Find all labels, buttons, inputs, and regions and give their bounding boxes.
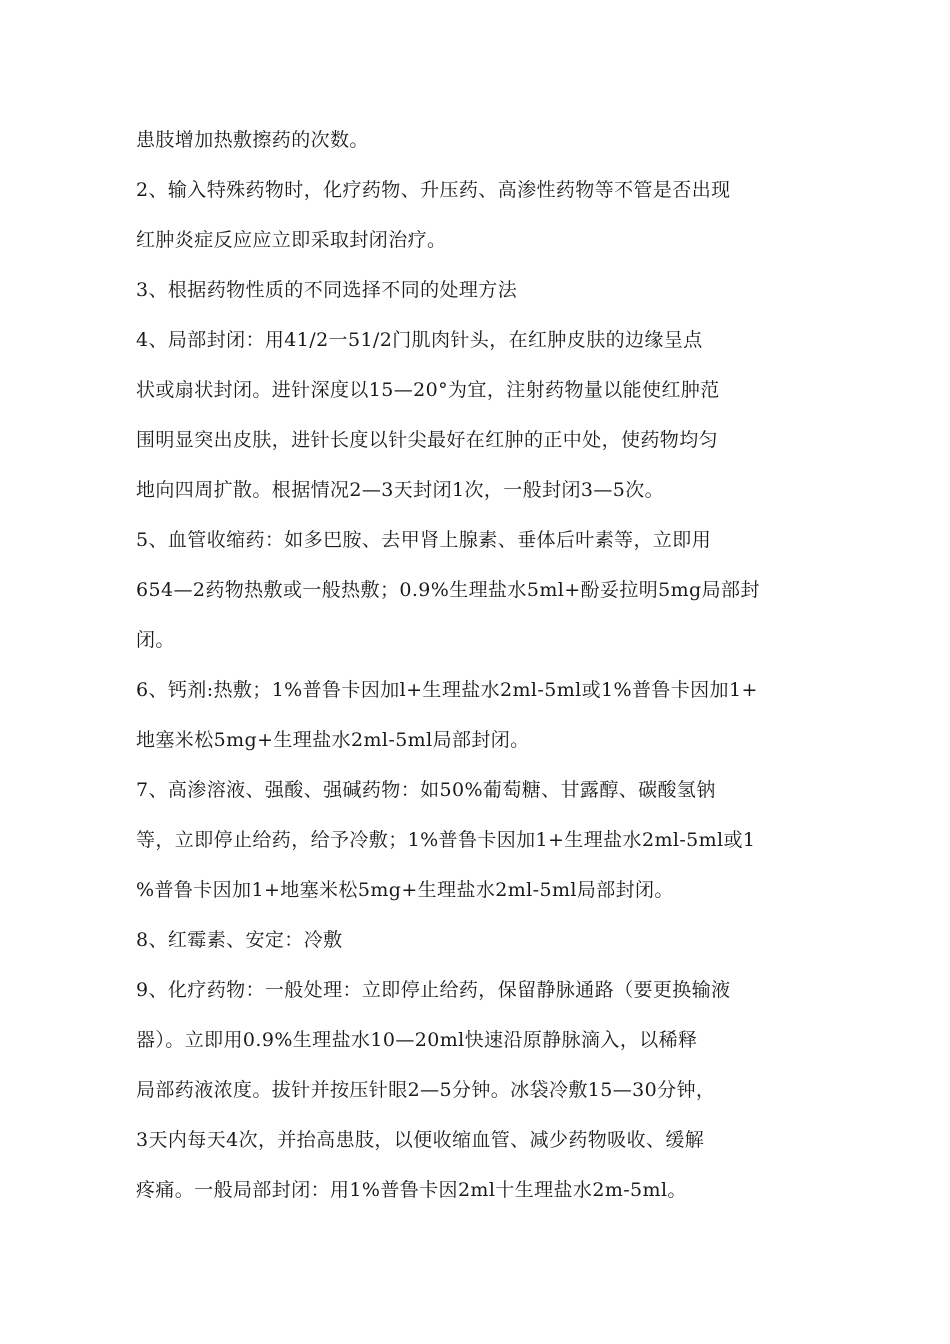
text-line: 患肢增加热敷擦药的次数。 <box>136 129 369 151</box>
text-line: 围明显突出皮肤，进针长度以针尖最好在红肿的正中处，使药物均匀 <box>136 429 719 451</box>
text-line: 4、局部封闭：用41/2一51/2门肌肉针头，在红肿皮肤的边缘呈点 <box>136 329 703 351</box>
text-line: 等，立即停止给药，给予冷敷；1%普鲁卡因加1+生理盐水2ml-5ml或1 <box>136 829 756 851</box>
text-line: 闭。 <box>136 629 175 651</box>
text-line: 地塞米松5mg+生理盐水2ml-5ml局部封闭。 <box>136 729 530 751</box>
text-line: 地向四周扩散。根据情况2—3天封闭1次，一般封闭3—5次。 <box>136 479 665 501</box>
text-line: 疼痛。一般局部封闭：用1%普鲁卡因2ml十生理盐水2m-5ml。 <box>136 1179 687 1201</box>
text-line: 红肿炎症反应应立即采取封闭治疗。 <box>136 229 447 251</box>
text-line: 6、钙剂:热敷；1%普鲁卡因加l+生理盐水2ml-5ml或1%普鲁卡因加1+ <box>136 679 758 701</box>
text-line: 局部药液浓度。拔针并按压针眼2—5分钟。冰袋冷敷15—30分钟， <box>136 1079 716 1101</box>
text-line: 2、输入特殊药物时，化疗药物、升压药、高渗性药物等不管是否出现 <box>136 179 731 201</box>
text-line: %普鲁卡因加1+地塞米松5mg+生理盐水2ml-5ml局部封闭。 <box>136 879 674 901</box>
text-line: 状或扇状封闭。进针深度以15—20°为宜，注射药物量以能使红肿范 <box>136 379 720 401</box>
text-line: 3、根据药物性质的不同选择不同的处理方法 <box>136 279 518 301</box>
text-line: 5、血管收缩药：如多巴胺、去甲肾上腺素、垂体后叶素等，立即用 <box>136 529 712 551</box>
text-line: 3天内每天4次，并抬高患肢，以便收缩血管、减少药物吸收、缓解 <box>136 1129 705 1151</box>
text-line: 7、高渗溶液、强酸、强碱药物：如50%葡萄糖、甘露醇、碳酸氢钠 <box>136 779 716 801</box>
text-line: 器）。立即用0.9%生理盐水10—20ml快速沿原静脉滴入，以稀释 <box>136 1029 698 1051</box>
text-line: 8、红霉素、安定：冷敷 <box>136 929 343 951</box>
text-line: 654—2药物热敷或一般热敷；0.9%生理盐水5ml+酚妥拉明5mg局部封 <box>136 579 760 601</box>
text-line: 9、化疗药物：一般处理：立即停止给药，保留静脉通路（要更换输液 <box>136 979 731 1001</box>
